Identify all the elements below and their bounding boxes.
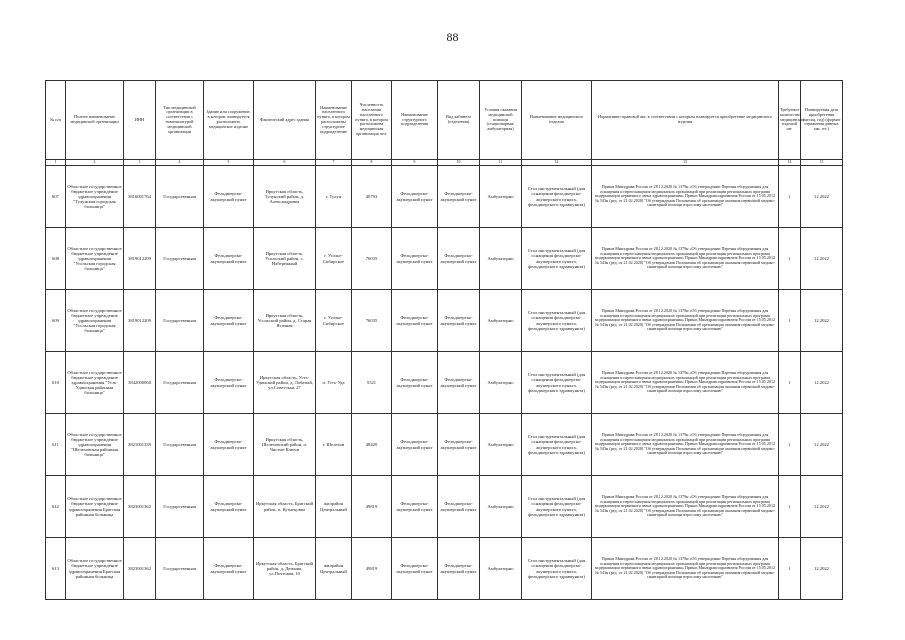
quantity: 1 bbox=[779, 352, 801, 414]
column-number: 11 bbox=[480, 160, 522, 166]
organization-name: Областное государственное бюджетное учреждение здравоохранения "Усольская городская больница" bbox=[66, 290, 124, 352]
organization-type: Государственная bbox=[156, 538, 204, 600]
header-cell: Наименование структурного подразделения bbox=[392, 81, 438, 160]
cabinet-type: Фельдшерско-акушерский пункт bbox=[438, 290, 480, 352]
care-conditions: Амбулаторно bbox=[480, 352, 522, 414]
quantity: 1 bbox=[779, 414, 801, 476]
header-cell: Нормативно-правовой акт, в соответствии с которым планируется приобретение медицинского изделия bbox=[592, 81, 779, 160]
settlement: г. Тулун bbox=[316, 166, 352, 228]
purchase-date: 12.2022 bbox=[801, 166, 843, 228]
building: Фельдшерско-акушерский пункт bbox=[204, 290, 254, 352]
organization-type: Государственная bbox=[156, 414, 204, 476]
cabinet-type: Фельдшерско-акушерский пункт bbox=[438, 352, 480, 414]
population: 48420 bbox=[352, 414, 392, 476]
organization-type: Государственная bbox=[156, 476, 204, 538]
purchase-date: 12.2022 bbox=[801, 476, 843, 538]
inn: 3823001362 bbox=[124, 538, 156, 600]
settlement: жилрайон Центральный bbox=[316, 538, 352, 600]
device-name: Стол инструментальный (для оснащения фельдшерско-акушерского пункта, фельдшерского здравпункта) bbox=[522, 476, 592, 538]
page-number: 88 bbox=[446, 30, 459, 44]
legal-act: Приказ Минздрава России от 28.12.2020 № 1379н «Об утверждении Перечня оборудования для оснащения и переоснащения медицинских организаций при реализации региональных программ модернизации первичного звена здравоохранения» Приказ Минздравсоцразвития России от 15.05.2012 № 543н (ред. от 21.02.2020) "Об утверждении Положения об организации оказания первичной медико-санитарной помощи взрослому населению" bbox=[592, 538, 779, 600]
purchase-date: 12.2022 bbox=[801, 414, 843, 476]
column-number: 3 bbox=[124, 160, 156, 166]
structural-unit: Фельдшерско-акушерский пункт bbox=[392, 290, 438, 352]
column-number: 2 bbox=[66, 160, 124, 166]
column-number: 14 bbox=[779, 160, 801, 166]
organization-name: Областное государственное бюджетное учреждение здравоохранения "Усольская городская больница" bbox=[66, 228, 124, 290]
care-conditions: Амбулаторно bbox=[480, 414, 522, 476]
organization-name: Областное государственное бюджетное учреждение здравоохранения "Тулунская городская больница" bbox=[66, 166, 124, 228]
header-cell: Фактический адрес здания bbox=[254, 81, 316, 160]
column-number: 13 bbox=[592, 160, 779, 166]
quantity: 1 bbox=[779, 166, 801, 228]
building: Фельдшерско-акушерский пункт bbox=[204, 166, 254, 228]
settlement: п. Усть-Уда bbox=[316, 352, 352, 414]
device-name: Стол инструментальный (для оснащения фельдшерско-акушерского пункта, фельдшерского здравпункта) bbox=[522, 414, 592, 476]
settlement: жилрайон Центральный bbox=[316, 476, 352, 538]
inn: 3842000060 bbox=[124, 352, 156, 414]
organization-name: Областное государственное бюджетное учреждение здравоохранения "Шелеховская районная больница" bbox=[66, 414, 124, 476]
equipment-table bbox=[45, 80, 843, 600]
building: Фельдшерско-акушерский пункт bbox=[204, 414, 254, 476]
row-number: 609 bbox=[46, 290, 66, 352]
purchase-date: 12.2022 bbox=[801, 538, 843, 600]
organization-name: Областное государственное бюджетное учреждение здравоохранения Братская районная больница bbox=[66, 538, 124, 600]
legal-act: Приказ Минздрава России от 28.12.2020 № 1379н «Об утверждении Перечня оборудования для оснащения и переоснащения медицинских организаций при реализации региональных программ модернизации первичного звена здравоохранения» Приказ Минздравсоцразвития России от 15.05.2012 № 543н (ред. от 21.02.2020) "Об утверждении Положения об организации оказания первичной медико-санитарной помощи взрослому населению" bbox=[592, 290, 779, 352]
population: 49819 bbox=[352, 476, 392, 538]
building: Фельдшерско-акушерский пункт bbox=[204, 476, 254, 538]
care-conditions: Амбулаторно bbox=[480, 290, 522, 352]
structural-unit: Фельдшерско-акушерский пункт bbox=[392, 352, 438, 414]
column-number: 9 bbox=[392, 160, 438, 166]
column-number: 8 bbox=[352, 160, 392, 166]
legal-act: Приказ Минздрава России от 28.12.2020 № 1379н «Об утверждении Перечня оборудования для оснащения и переоснащения медицинских организаций при реализации региональных программ модернизации первичного звена здравоохранения» Приказ Минздравсоцразвития России от 15.05.2012 № 543н (ред. от 21.02.2020) "Об утверждении Положения об организации оказания первичной медико-санитарной помощи взрослому населению" bbox=[592, 166, 779, 228]
legal-act: Приказ Минздрава России от 28.12.2020 № 1379н «Об утверждении Перечня оборудования для оснащения и переоснащения медицинских организаций при реализации региональных программ модернизации первичного звена здравоохранения» Приказ Минздравсоцразвития России от 15.05.2012 № 543н (ред. от 21.02.2020) "Об утверждении Положения об организации оказания первичной медико-санитарной помощи взрослому населению" bbox=[592, 228, 779, 290]
quantity: 1 bbox=[779, 476, 801, 538]
structural-unit: Фельдшерско-акушерский пункт bbox=[392, 414, 438, 476]
table-row bbox=[46, 476, 843, 538]
header-cell: ИНН bbox=[124, 81, 156, 160]
care-conditions: Амбулаторно bbox=[480, 476, 522, 538]
address: Иркутская область, Шелеховский район, п. Чистые Ключи bbox=[254, 414, 316, 476]
header-cell: Наименование медицинского изделия bbox=[522, 81, 592, 160]
column-number: 6 bbox=[254, 160, 316, 166]
organization-type: Государственная bbox=[156, 166, 204, 228]
device-name: Стол инструментальный (для оснащения фельдшерско-акушерского пункта, фельдшерского здравпункта) bbox=[522, 352, 592, 414]
header-cell: Планируемая дата приобретения (месяц, год) (формат отражения данных мм. ггг.) bbox=[801, 81, 843, 160]
row-number: 612 bbox=[46, 476, 66, 538]
header-row bbox=[46, 81, 843, 160]
building: Фельдшерско-акушерский пункт bbox=[204, 352, 254, 414]
column-number: 15 bbox=[801, 160, 843, 166]
structural-unit: Фельдшерско-акушерский пункт bbox=[392, 228, 438, 290]
row-number: 608 bbox=[46, 228, 66, 290]
device-name: Стол инструментальный (для оснащения фельдшерско-акушерского пункта, фельдшерского здравпункта) bbox=[522, 166, 592, 228]
row-number: 611 bbox=[46, 414, 66, 476]
table-row bbox=[46, 352, 843, 414]
header-cell: Вид кабинета (отделения) bbox=[438, 81, 480, 160]
population: 49819 bbox=[352, 538, 392, 600]
row-number: 613 bbox=[46, 538, 66, 600]
inn: 3819012209 bbox=[124, 290, 156, 352]
header-cell: Численность населения населенного пункта, в котором расположена медицинская организация чел. bbox=[352, 81, 392, 160]
purchase-date: 12.2022 bbox=[801, 228, 843, 290]
table-row bbox=[46, 228, 843, 290]
column-number: 5 bbox=[204, 160, 254, 166]
device-name: Стол инструментальный (для оснащения фельдшерско-акушерского пункта, фельдшерского здравпункта) bbox=[522, 538, 592, 600]
organization-type: Государственная bbox=[156, 228, 204, 290]
table-row bbox=[46, 290, 843, 352]
population: 76035 bbox=[352, 228, 392, 290]
column-number: 12 bbox=[522, 160, 592, 166]
quantity: 1 bbox=[779, 228, 801, 290]
legal-act: Приказ Минздрава России от 28.12.2020 № 1379н «Об утверждении Перечня оборудования для оснащения и переоснащения медицинских организаций при реализации региональных программ модернизации первичного звена здравоохранения» Приказ Минздравсоцразвития России от 15.05.2012 № 543н (ред. от 21.02.2020) "Об утверждении Положения об организации оказания первичной медико-санитарной помощи взрослому населению" bbox=[592, 414, 779, 476]
table-row bbox=[46, 538, 843, 600]
legal-act: Приказ Минздрава России от 28.12.2020 № 1379н «Об утверждении Перечня оборудования для оснащения и переоснащения медицинских организаций при реализации региональных программ модернизации первичного звена здравоохранения» Приказ Минздравсоцразвития России от 15.05.2012 № 543н (ред. от 21.02.2020) "Об утверждении Положения об организации оказания первичной медико-санитарной помощи взрослому населению" bbox=[592, 476, 779, 538]
header-cell: Условия оказания медицинской помощи (стационарная/амбулаторная) bbox=[480, 81, 522, 160]
population: 76035 bbox=[352, 290, 392, 352]
structural-unit: Фельдшерско-акушерский пункт bbox=[392, 166, 438, 228]
address: Иркутская область, Усольский район, с. Набережный bbox=[254, 228, 316, 290]
care-conditions: Амбулаторно bbox=[480, 228, 522, 290]
settlement: г. Усолье-Сибирское bbox=[316, 228, 352, 290]
building: Фельдшерско-акушерский пункт bbox=[204, 538, 254, 600]
column-number: 7 bbox=[316, 160, 352, 166]
cabinet-type: Фельдшерско-акушерский пункт bbox=[438, 228, 480, 290]
purchase-date: 12.2022 bbox=[801, 290, 843, 352]
cabinet-type: Фельдшерско-акушерский пункт bbox=[438, 538, 480, 600]
device-name: Стол инструментальный (для оснащения фельдшерско-акушерского пункта, фельдшерского здравпункта) bbox=[522, 228, 592, 290]
header-cell: № п/п bbox=[46, 81, 66, 160]
column-number: 1 bbox=[46, 160, 66, 166]
address: Иркутская область, Усть-Удинский район, д. Лобатый, ул.Советская, 27 bbox=[254, 352, 316, 414]
cabinet-type: Фельдшерско-акушерский пункт bbox=[438, 414, 480, 476]
inn: 3816001764 bbox=[124, 166, 156, 228]
inn: 3821001339 bbox=[124, 414, 156, 476]
row-number: 607 bbox=[46, 166, 66, 228]
structural-unit: Фельдшерско-акушерский пункт bbox=[392, 476, 438, 538]
inn: 3823001362 bbox=[124, 476, 156, 538]
device-name: Стол инструментальный (для оснащения фельдшерско-акушерского пункта, фельдшерского здравпункта) bbox=[522, 290, 592, 352]
legal-act: Приказ Минздрава России от 28.12.2020 № 1379н «Об утверждении Перечня оборудования для оснащения и переоснащения медицинских организаций при реализации региональных программ модернизации первичного звена здравоохранения» Приказ Минздравсоцразвития России от 15.05.2012 № 543н (ред. от 21.02.2020) "Об утверждении Положения об организации оказания первичной медико-санитарной помощи взрослому населению" bbox=[592, 352, 779, 414]
purchase-date: 12.2022 bbox=[801, 352, 843, 414]
cabinet-type: Фельдшерско-акушерский пункт bbox=[438, 166, 480, 228]
cabinet-type: Фельдшерско-акушерский пункт bbox=[438, 476, 480, 538]
column-number: 10 bbox=[438, 160, 480, 166]
population: 40793 bbox=[352, 166, 392, 228]
quantity: 1 bbox=[779, 290, 801, 352]
header-cell: Полное наименование медицинской организации bbox=[66, 81, 124, 160]
header-cell: Требуемое количество медицинских изделий шт. bbox=[779, 81, 801, 160]
header-cell: Наименование населенного пункта, в котором расположены структурное подразделение bbox=[316, 81, 352, 160]
organization-type: Государственная bbox=[156, 290, 204, 352]
settlement: г. Усолье-Сибирское bbox=[316, 290, 352, 352]
table-row bbox=[46, 166, 843, 228]
address: Иркутская область, Братский район, п. Кузнецовка bbox=[254, 476, 316, 538]
building: Фельдшерско-акушерский пункт bbox=[204, 228, 254, 290]
population: 5521 bbox=[352, 352, 392, 414]
inn: 3819012209 bbox=[124, 228, 156, 290]
table-row bbox=[46, 414, 843, 476]
header-cell: Здание или сооружение, в котором планируется расположить медицинское изделие bbox=[204, 81, 254, 160]
organization-name: Областное государственное бюджетное учреждение здравоохранения "Усть-Удинская районная больница" bbox=[66, 352, 124, 414]
address: Иркутская область, Усольский район, д. Старая Ясачная bbox=[254, 290, 316, 352]
column-number: 4 bbox=[156, 160, 204, 166]
organization-type: Государственная bbox=[156, 352, 204, 414]
organization-name: Областное государственное бюджетное учреждение здравоохранения Братская районная больница bbox=[66, 476, 124, 538]
structural-unit: Фельдшерско-акушерский пункт bbox=[392, 538, 438, 600]
care-conditions: Амбулаторно bbox=[480, 538, 522, 600]
address: Иркутская область, Братский район, д. Дюмова, ул.Почтовая, 10 bbox=[254, 538, 316, 600]
header-cell: Тип медицинской организации в соответствии с номенклатурой медицинской организации bbox=[156, 81, 204, 160]
address: Иркутская область, Тулунский район, д. Александровка bbox=[254, 166, 316, 228]
care-conditions: Амбулаторно bbox=[480, 166, 522, 228]
quantity: 1 bbox=[779, 538, 801, 600]
settlement: г. Шелехов bbox=[316, 414, 352, 476]
row-number: 610 bbox=[46, 352, 66, 414]
